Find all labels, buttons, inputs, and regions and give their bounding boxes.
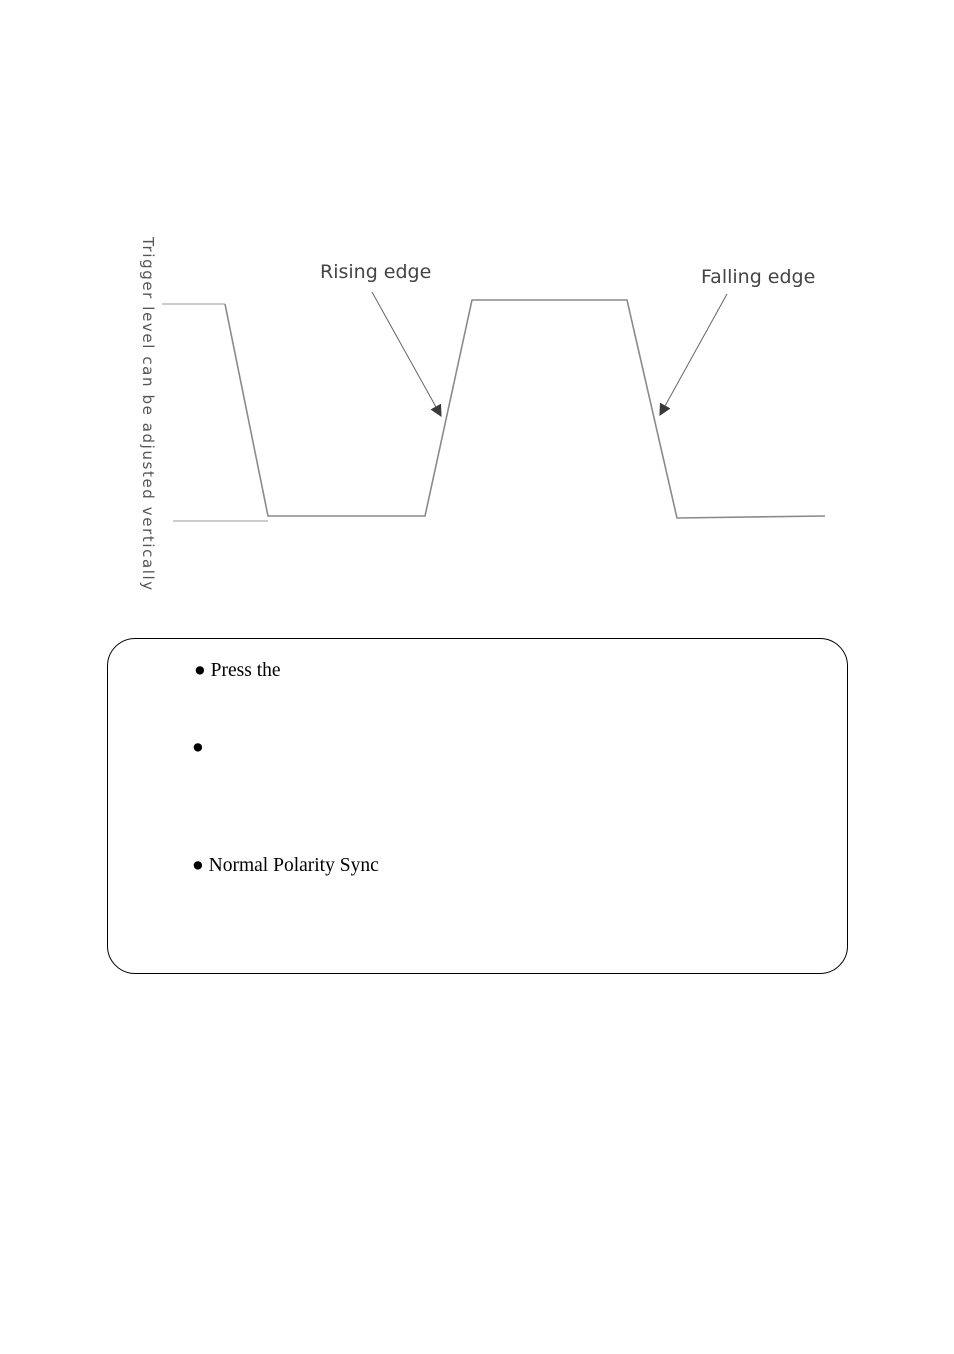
- note-item-blank: [192, 736, 204, 760]
- falling-edge-arrow: [660, 294, 727, 415]
- bullet: ●: [192, 737, 204, 758]
- trigger-edge-diagram: [0, 0, 954, 620]
- trigger-level-label: Trigger level can be adjusted vertically: [139, 237, 157, 592]
- note-item-normal-polarity: [192, 854, 379, 878]
- note-item-press: [194, 659, 281, 683]
- note-text: Press the: [210, 660, 281, 681]
- rising-edge-arrow: [372, 292, 441, 416]
- note-text: Normal Polarity Sync: [208, 855, 379, 876]
- bullet: ●: [194, 660, 206, 681]
- waveform-line: [225, 300, 825, 518]
- bullet: ●: [192, 855, 204, 876]
- falling-edge-label: Falling edge: [701, 266, 816, 288]
- rising-edge-label: Rising edge: [320, 261, 432, 283]
- note-box: [107, 638, 848, 974]
